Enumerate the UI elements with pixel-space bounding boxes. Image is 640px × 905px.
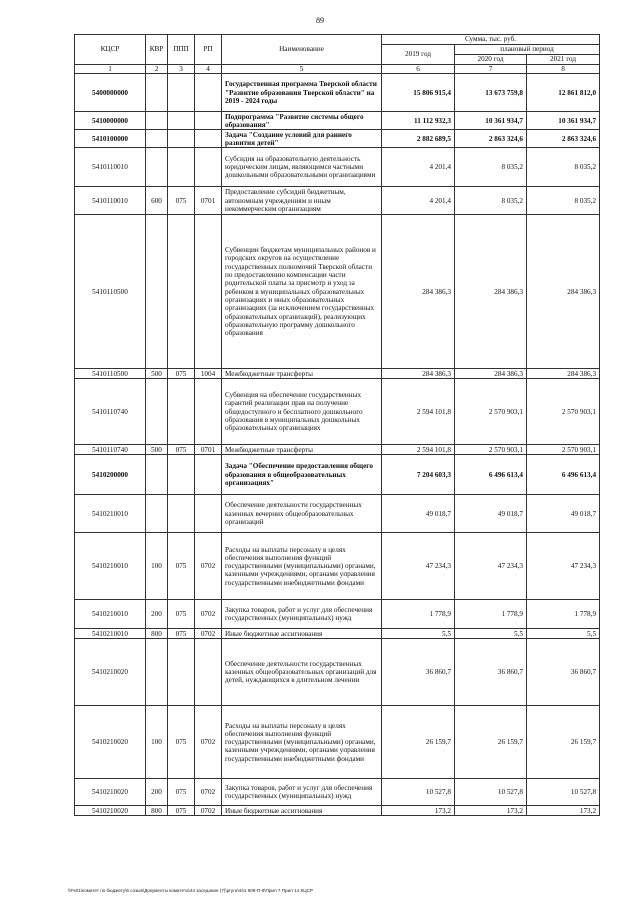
row-name: Субсидия на образовательную деятельность юридическим лицам, являющимся частными дошкольными образовательными организациями (222, 148, 382, 187)
row-kcsr: 5410110500 (75, 369, 146, 379)
row-amount-2019: 284 386,3 (382, 215, 455, 369)
row-amount-2021: 2 570 903,1 (527, 379, 600, 445)
column-number: 2 (146, 65, 168, 74)
row-amount-2019: 15 806 915,4 (382, 74, 455, 112)
row-ppp (168, 112, 195, 130)
column-number: 5 (222, 65, 382, 74)
row-name: Задача "Обеспечение предоставления общего образования в общеобразовательных организациях" (222, 455, 382, 495)
row-ppp: 075 (168, 187, 195, 215)
row-amount-2021: 10 361 934,7 (527, 112, 600, 130)
row-kvr: 800 (146, 806, 168, 816)
row-amount-2021: 2 570 903,1 (527, 445, 600, 455)
row-amount-2020: 2 863 324,6 (455, 130, 527, 148)
column-number: 6 (382, 65, 455, 74)
row-amount-2021: 47 234,3 (527, 533, 600, 600)
table-row (75, 445, 600, 455)
row-amount-2019: 173,2 (382, 806, 455, 816)
row-amount-2020: 6 496 613,4 (455, 455, 527, 495)
column-number: 8 (527, 65, 600, 74)
row-name: Подпрограмма "Развитие системы общего образования" (222, 112, 382, 130)
row-kcsr: 5410110010 (75, 187, 146, 215)
row-kvr (146, 74, 168, 112)
row-amount-2019: 47 234,3 (382, 533, 455, 600)
row-amount-2019: 284 386,3 (382, 369, 455, 379)
row-rp (195, 495, 222, 533)
table-row (75, 148, 600, 187)
header-planned-period: плановый период (455, 45, 600, 55)
row-rp (195, 74, 222, 112)
page-number: 89 (316, 16, 324, 25)
row-amount-2020: 47 234,3 (455, 533, 527, 600)
table-row (75, 639, 600, 706)
row-amount-2021: 284 386,3 (527, 369, 600, 379)
row-rp: 0702 (195, 806, 222, 816)
row-amount-2020: 2 570 903,1 (455, 379, 527, 445)
row-kvr: 500 (146, 445, 168, 455)
row-ppp: 075 (168, 629, 195, 639)
row-kvr: 200 (146, 600, 168, 629)
row-name: Межбюджетные трансферты (222, 445, 382, 455)
table-body (75, 74, 600, 816)
row-amount-2020: 26 159,7 (455, 706, 527, 779)
row-kcsr: 5410210010 (75, 629, 146, 639)
row-name: Предоставление субсидий бюджетным, автономным учреждениям и иным некоммерческим организациям (222, 187, 382, 215)
row-amount-2021: 5,5 (527, 629, 600, 639)
row-name: Иные бюджетные ассигнования (222, 629, 382, 639)
row-rp: 0701 (195, 445, 222, 455)
row-amount-2019: 1 778,9 (382, 600, 455, 629)
table-row (75, 706, 600, 779)
row-ppp: 075 (168, 600, 195, 629)
row-kvr (146, 148, 168, 187)
column-number: 1 (75, 65, 146, 74)
table-row (75, 495, 600, 533)
row-kvr (146, 379, 168, 445)
row-kcsr: 5410210020 (75, 639, 146, 706)
row-name: Расходы на выплаты персоналу в целях обеспечения выполнения функций государственными (муниципальными) органами, казенными учреждениями, органами управления государственными внебюджетными фондами (222, 533, 382, 600)
row-amount-2020: 13 673 759,8 (455, 74, 527, 112)
table-header (75, 35, 600, 74)
row-amount-2019: 10 527,8 (382, 779, 455, 806)
row-ppp: 075 (168, 533, 195, 600)
header-year-2019: 2019 год (382, 45, 455, 65)
row-amount-2019: 4 201,4 (382, 187, 455, 215)
row-kvr: 100 (146, 706, 168, 779)
table-row (75, 600, 600, 629)
row-amount-2020: 5,5 (455, 629, 527, 639)
row-ppp (168, 74, 195, 112)
row-name: Межбюджетные трансферты (222, 369, 382, 379)
row-amount-2020: 1 778,9 (455, 600, 527, 629)
row-kvr (146, 495, 168, 533)
row-rp (195, 215, 222, 369)
row-rp: 0702 (195, 779, 222, 806)
row-ppp: 075 (168, 369, 195, 379)
row-rp (195, 112, 222, 130)
row-rp (195, 379, 222, 445)
row-amount-2019: 2 594 101,8 (382, 445, 455, 455)
table-row (75, 112, 600, 130)
row-kcsr: 5410210020 (75, 779, 146, 806)
row-ppp: 075 (168, 445, 195, 455)
row-amount-2019: 2 882 689,5 (382, 130, 455, 148)
row-amount-2020: 173,2 (455, 806, 527, 816)
row-rp: 0702 (195, 533, 222, 600)
row-ppp: 075 (168, 706, 195, 779)
table-row (75, 74, 600, 112)
table-row (75, 629, 600, 639)
row-kvr (146, 130, 168, 148)
row-amount-2019: 4 201,4 (382, 148, 455, 187)
row-amount-2020: 2 570 903,1 (455, 445, 527, 455)
row-name: Иные бюджетные ассигнования (222, 806, 382, 816)
footer-file-path: \\Fs01\комитет по бюджету\6 созыв\Документы комитета\44 заседание (7)\ргуги\441 809-П-6\Прил 7 Прил 14 КЦСР (68, 888, 313, 893)
table-row (75, 779, 600, 806)
row-amount-2020: 284 386,3 (455, 215, 527, 369)
header-year-2020: 2020 год (455, 55, 527, 65)
row-amount-2021: 8 035,2 (527, 187, 600, 215)
row-kvr (146, 455, 168, 495)
row-amount-2021: 284 386,3 (527, 215, 600, 369)
row-ppp (168, 148, 195, 187)
row-kcsr: 5410110740 (75, 445, 146, 455)
row-rp (195, 455, 222, 495)
row-name: Субвенции бюджетам муниципальных районов и городских округов на осуществление государственных полномочий Тверской области по предоставлению компенсации части родительской платы за присмотр и уход за ребенком в муниципальных образовательных организациях и иных образовательных организациях (за исключением государственных образовательных организаций), реализующих образовательную программу дошкольного образования (222, 215, 382, 369)
row-amount-2021: 6 496 613,4 (527, 455, 600, 495)
row-kcsr: 5410100000 (75, 130, 146, 148)
row-kcsr: 5410210020 (75, 806, 146, 816)
row-ppp (168, 639, 195, 706)
row-amount-2019: 7 204 603,3 (382, 455, 455, 495)
table-row (75, 379, 600, 445)
row-ppp (168, 455, 195, 495)
row-amount-2021: 1 778,9 (527, 600, 600, 629)
row-amount-2021: 26 159,7 (527, 706, 600, 779)
row-name: Закупка товаров, работ и услуг для обеспечения государственных (муниципальных) нужд (222, 600, 382, 629)
row-rp: 0701 (195, 187, 222, 215)
row-amount-2021: 173,2 (527, 806, 600, 816)
row-kvr (146, 639, 168, 706)
row-amount-2019: 26 159,7 (382, 706, 455, 779)
row-amount-2020: 8 035,2 (455, 187, 527, 215)
row-ppp (168, 495, 195, 533)
row-ppp (168, 379, 195, 445)
row-amount-2020: 10 527,8 (455, 779, 527, 806)
row-kcsr: 5410110010 (75, 148, 146, 187)
header-kcsr: КЦСР (75, 35, 146, 65)
row-amount-2019: 2 594 101,8 (382, 379, 455, 445)
row-kvr: 500 (146, 369, 168, 379)
row-ppp (168, 215, 195, 369)
row-amount-2021: 10 527,8 (527, 779, 600, 806)
column-number: 7 (455, 65, 527, 74)
table-row (75, 130, 600, 148)
row-kcsr: 5410200000 (75, 455, 146, 495)
row-amount-2020: 284 386,3 (455, 369, 527, 379)
row-kvr (146, 215, 168, 369)
header-ppp: ППП (168, 35, 195, 65)
row-name: Обеспечение деятельности государственных казенных общеобразовательных организаций для детей, нуждающихся в длительном лечении (222, 639, 382, 706)
row-amount-2019: 11 112 932,3 (382, 112, 455, 130)
row-ppp: 075 (168, 806, 195, 816)
header-rp: РП (195, 35, 222, 65)
row-rp: 0702 (195, 629, 222, 639)
row-ppp: 075 (168, 779, 195, 806)
row-rp: 0702 (195, 706, 222, 779)
header-name: Наименование (222, 35, 382, 65)
row-name: Субвенция на обеспечение государственных гарантий реализации прав на получение общедоступного и бесплатного дошкольного образования в муниципальных дошкольных образовательных организациях (222, 379, 382, 445)
row-name: Расходы на выплаты персоналу в целях обеспечения выполнения функций государственными (муниципальными) органами, казенными учреждениями, органами управления государственными внебюджетными фондами (222, 706, 382, 779)
budget-table (74, 34, 600, 816)
row-kcsr: 5410210020 (75, 706, 146, 779)
column-number: 3 (168, 65, 195, 74)
row-kcsr: 5410110500 (75, 215, 146, 369)
row-amount-2021: 49 018,7 (527, 495, 600, 533)
row-kcsr: 5400000000 (75, 74, 146, 112)
header-year-2021: 2021 год (527, 55, 600, 65)
row-amount-2020: 36 860,7 (455, 639, 527, 706)
row-name: Обеспечение деятельности государственных казенных вечерних общеобразовательных организаций (222, 495, 382, 533)
column-number: 4 (195, 65, 222, 74)
row-amount-2020: 49 018,7 (455, 495, 527, 533)
row-amount-2019: 5,5 (382, 629, 455, 639)
row-kcsr: 5410210010 (75, 495, 146, 533)
row-kcsr: 5410210010 (75, 533, 146, 600)
row-rp: 0702 (195, 600, 222, 629)
table-row (75, 215, 600, 369)
row-name: Закупка товаров, работ и услуг для обеспечения государственных (муниципальных) нужд (222, 779, 382, 806)
row-rp (195, 639, 222, 706)
table-row (75, 455, 600, 495)
row-kcsr: 5410110740 (75, 379, 146, 445)
row-kcsr: 5410210010 (75, 600, 146, 629)
row-rp (195, 130, 222, 148)
row-ppp (168, 130, 195, 148)
row-kcsr: 5410000000 (75, 112, 146, 130)
row-rp: 1004 (195, 369, 222, 379)
row-amount-2020: 8 035,2 (455, 148, 527, 187)
header-column-numbers (75, 65, 600, 74)
row-name: Задача "Создание условий для раннего развития детей" (222, 130, 382, 148)
row-kvr: 100 (146, 533, 168, 600)
table-row (75, 533, 600, 600)
row-amount-2021: 36 860,7 (527, 639, 600, 706)
table-row (75, 369, 600, 379)
row-amount-2021: 2 863 324,6 (527, 130, 600, 148)
row-kvr (146, 112, 168, 130)
row-amount-2021: 12 861 812,0 (527, 74, 600, 112)
table-row (75, 806, 600, 816)
row-amount-2021: 8 035,2 (527, 148, 600, 187)
header-sum: Сумма, тыс. руб. (382, 35, 600, 45)
row-rp (195, 148, 222, 187)
header-kvr: КВР (146, 35, 168, 65)
row-amount-2020: 10 361 934,7 (455, 112, 527, 130)
row-kvr: 200 (146, 779, 168, 806)
row-name: Государственная программа Тверской области "Развитие образования Тверской области" на 2019 - 2024 годы (222, 74, 382, 112)
row-kvr: 800 (146, 629, 168, 639)
table-row (75, 187, 600, 215)
row-kvr: 600 (146, 187, 168, 215)
row-amount-2019: 49 018,7 (382, 495, 455, 533)
row-amount-2019: 36 860,7 (382, 639, 455, 706)
